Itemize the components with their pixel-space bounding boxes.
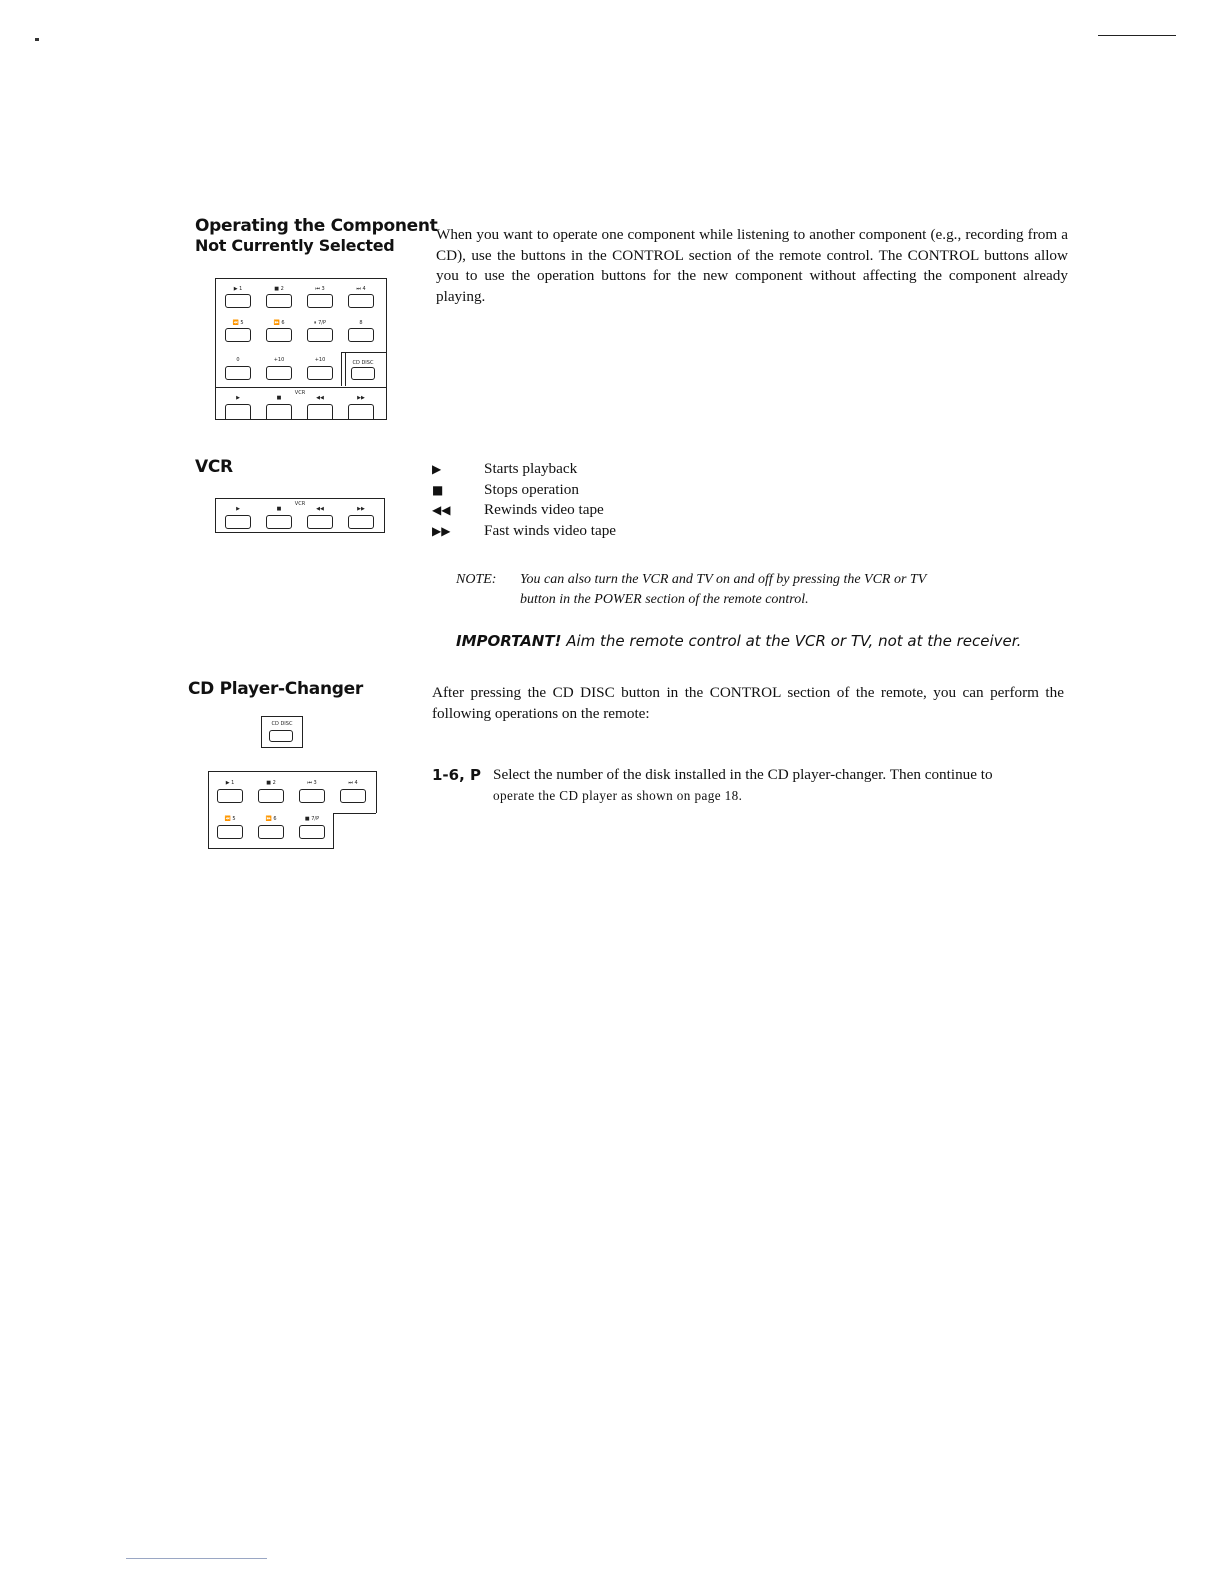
list-item [432,500,732,521]
button-2[interactable] [258,789,284,803]
top-rule [1098,35,1176,36]
button-1[interactable] [217,789,243,803]
label-5: ⏪ 5 [232,320,244,326]
stop-icon: ■ [432,482,444,497]
pad-right-lower [333,813,334,848]
label-vcr-play: ▶ [236,506,240,512]
section1-body: When you want to operate one component while listening to another component (e.g., recording from a CD), use the buttons in the CONTROL section of the remote control. The CONTROL buttons allow you to use the operation buttons for the new component without affecting the component already playing. [436,226,1068,305]
label-cd-disc: CD DISC [271,721,293,727]
item-line-2: operate the CD player as shown on page 18. [493,788,743,803]
button-5[interactable] [225,328,251,342]
item-text: Rewinds video tape [484,501,604,519]
button-3[interactable] [299,789,325,803]
pad-step [333,813,376,814]
vcr-row-separator [216,387,386,388]
cd-disc-button-box [261,716,303,748]
button-vcr-stop[interactable] [266,515,292,529]
item-text: Fast winds video tape [484,522,617,540]
section3-body: After pressing the CD DISC button in the CONTROL section of the remote, you can perform the following operations on the remote: [432,684,1064,722]
button-2[interactable] [266,294,292,308]
control-keypad [215,278,387,420]
important-text: Aim the remote control at the VCR or TV, not at the receiver. [566,632,1022,650]
label-4: ⏭ 4 [348,780,358,786]
rewind-icon: ◀◀ [432,503,451,518]
label-6: ⏩ 6 [273,320,285,326]
button-vcr-play[interactable] [225,515,251,529]
label-vcr-ff: ▶▶ [357,395,365,401]
label-5: ⏪ 5 [224,816,236,822]
button-0[interactable] [225,366,251,380]
label-vcr-stop: ■ [276,506,282,512]
pad-right-upper [376,771,377,813]
label-3: ⏮ 3 [315,286,325,292]
button-plus10-a[interactable] [266,366,292,380]
label-3: ⏮ 3 [307,780,317,786]
label-8: 8 [359,320,363,326]
label-vcr-play: ▶ [236,395,240,401]
important-notice [456,632,1021,650]
list-item [432,480,732,501]
note-text-1: You can also turn the VCR and TV on and off by pressing the VCR or TV [520,572,927,587]
cd-disc-box-left-inner [345,352,346,386]
label-vcr-rew: ◀◀ [316,395,324,401]
button-7p[interactable] [307,328,333,342]
cd-disc-box-top [341,352,386,353]
label-6: ⏩ 6 [265,816,277,822]
play-icon: ▶ [432,462,442,476]
list-item [432,459,732,480]
button-5[interactable] [217,825,243,839]
button-vcr-rew[interactable] [307,515,333,529]
button-cd-disc[interactable] [351,367,375,380]
label-1: ▶ 1 [233,286,243,292]
pad-bottom [208,848,334,849]
important-label: IMPORTANT! [456,632,562,650]
label-2: ■ 2 [274,286,284,292]
section-heading-cd: CD Player-Changer [188,679,363,699]
note-line-1 [456,570,1056,590]
label-vcr-ff: ▶▶ [357,506,365,512]
cd-keypad [208,771,378,849]
label-0: 0 [236,357,240,363]
cd-disc-box-left [341,352,342,386]
corner-dot [35,38,39,41]
label-vcr: VCR [294,501,306,507]
button-7p[interactable] [299,825,325,839]
bottom-rule [126,1558,267,1559]
heading-line-1: Operating the Component [195,216,438,236]
vcr-keypad [215,498,385,533]
pad-top [208,771,376,772]
note-label: NOTE: [456,572,497,587]
note-block [456,570,1056,610]
label-vcr: VCR [294,390,306,396]
button-1[interactable] [225,294,251,308]
button-6[interactable] [258,825,284,839]
button-8[interactable] [348,328,374,342]
button-plus10-b[interactable] [307,366,333,380]
list-item [432,521,732,542]
label-plus10-a: +10 [273,357,285,363]
button-cd-disc[interactable] [269,730,293,742]
vcr-function-list [432,459,732,542]
button-vcr-ff[interactable] [348,404,374,419]
heading-line-2: Not Currently Selected [195,236,395,255]
button-vcr-ff[interactable] [348,515,374,529]
button-vcr-play[interactable] [225,404,251,419]
button-3[interactable] [307,294,333,308]
note-line-2: button in the POWER section of the remote control. [520,592,809,607]
section-heading-vcr: VCR [195,457,233,477]
label-1: ▶ 1 [225,780,235,786]
fast-forward-icon: ▶▶ [432,524,451,539]
item-line-1: Select the number of the disk installed in the CD player-changer. Then continue to [493,766,993,783]
button-4[interactable] [340,789,366,803]
section-heading-operating [195,216,438,256]
label-2: ■ 2 [266,780,276,786]
label-7p: ⏸ 7/P [314,320,326,326]
button-6[interactable] [266,328,292,342]
item-text: Starts playback [484,460,578,477]
item-label: 1-6, P [432,766,482,784]
label-vcr-rew: ◀◀ [316,506,324,512]
button-4[interactable] [348,294,374,308]
label-4: ⏭ 4 [356,286,366,292]
button-vcr-stop[interactable] [266,404,292,419]
label-7p: ■ 7/P [304,816,320,822]
label-plus10-b: +10 [314,357,326,363]
item-text: Stops operation [484,480,579,498]
label-cd-disc: CD DISC [352,360,374,366]
button-vcr-rew[interactable] [307,404,333,419]
label-vcr-stop: ■ [276,395,282,401]
pad-left [208,771,209,848]
